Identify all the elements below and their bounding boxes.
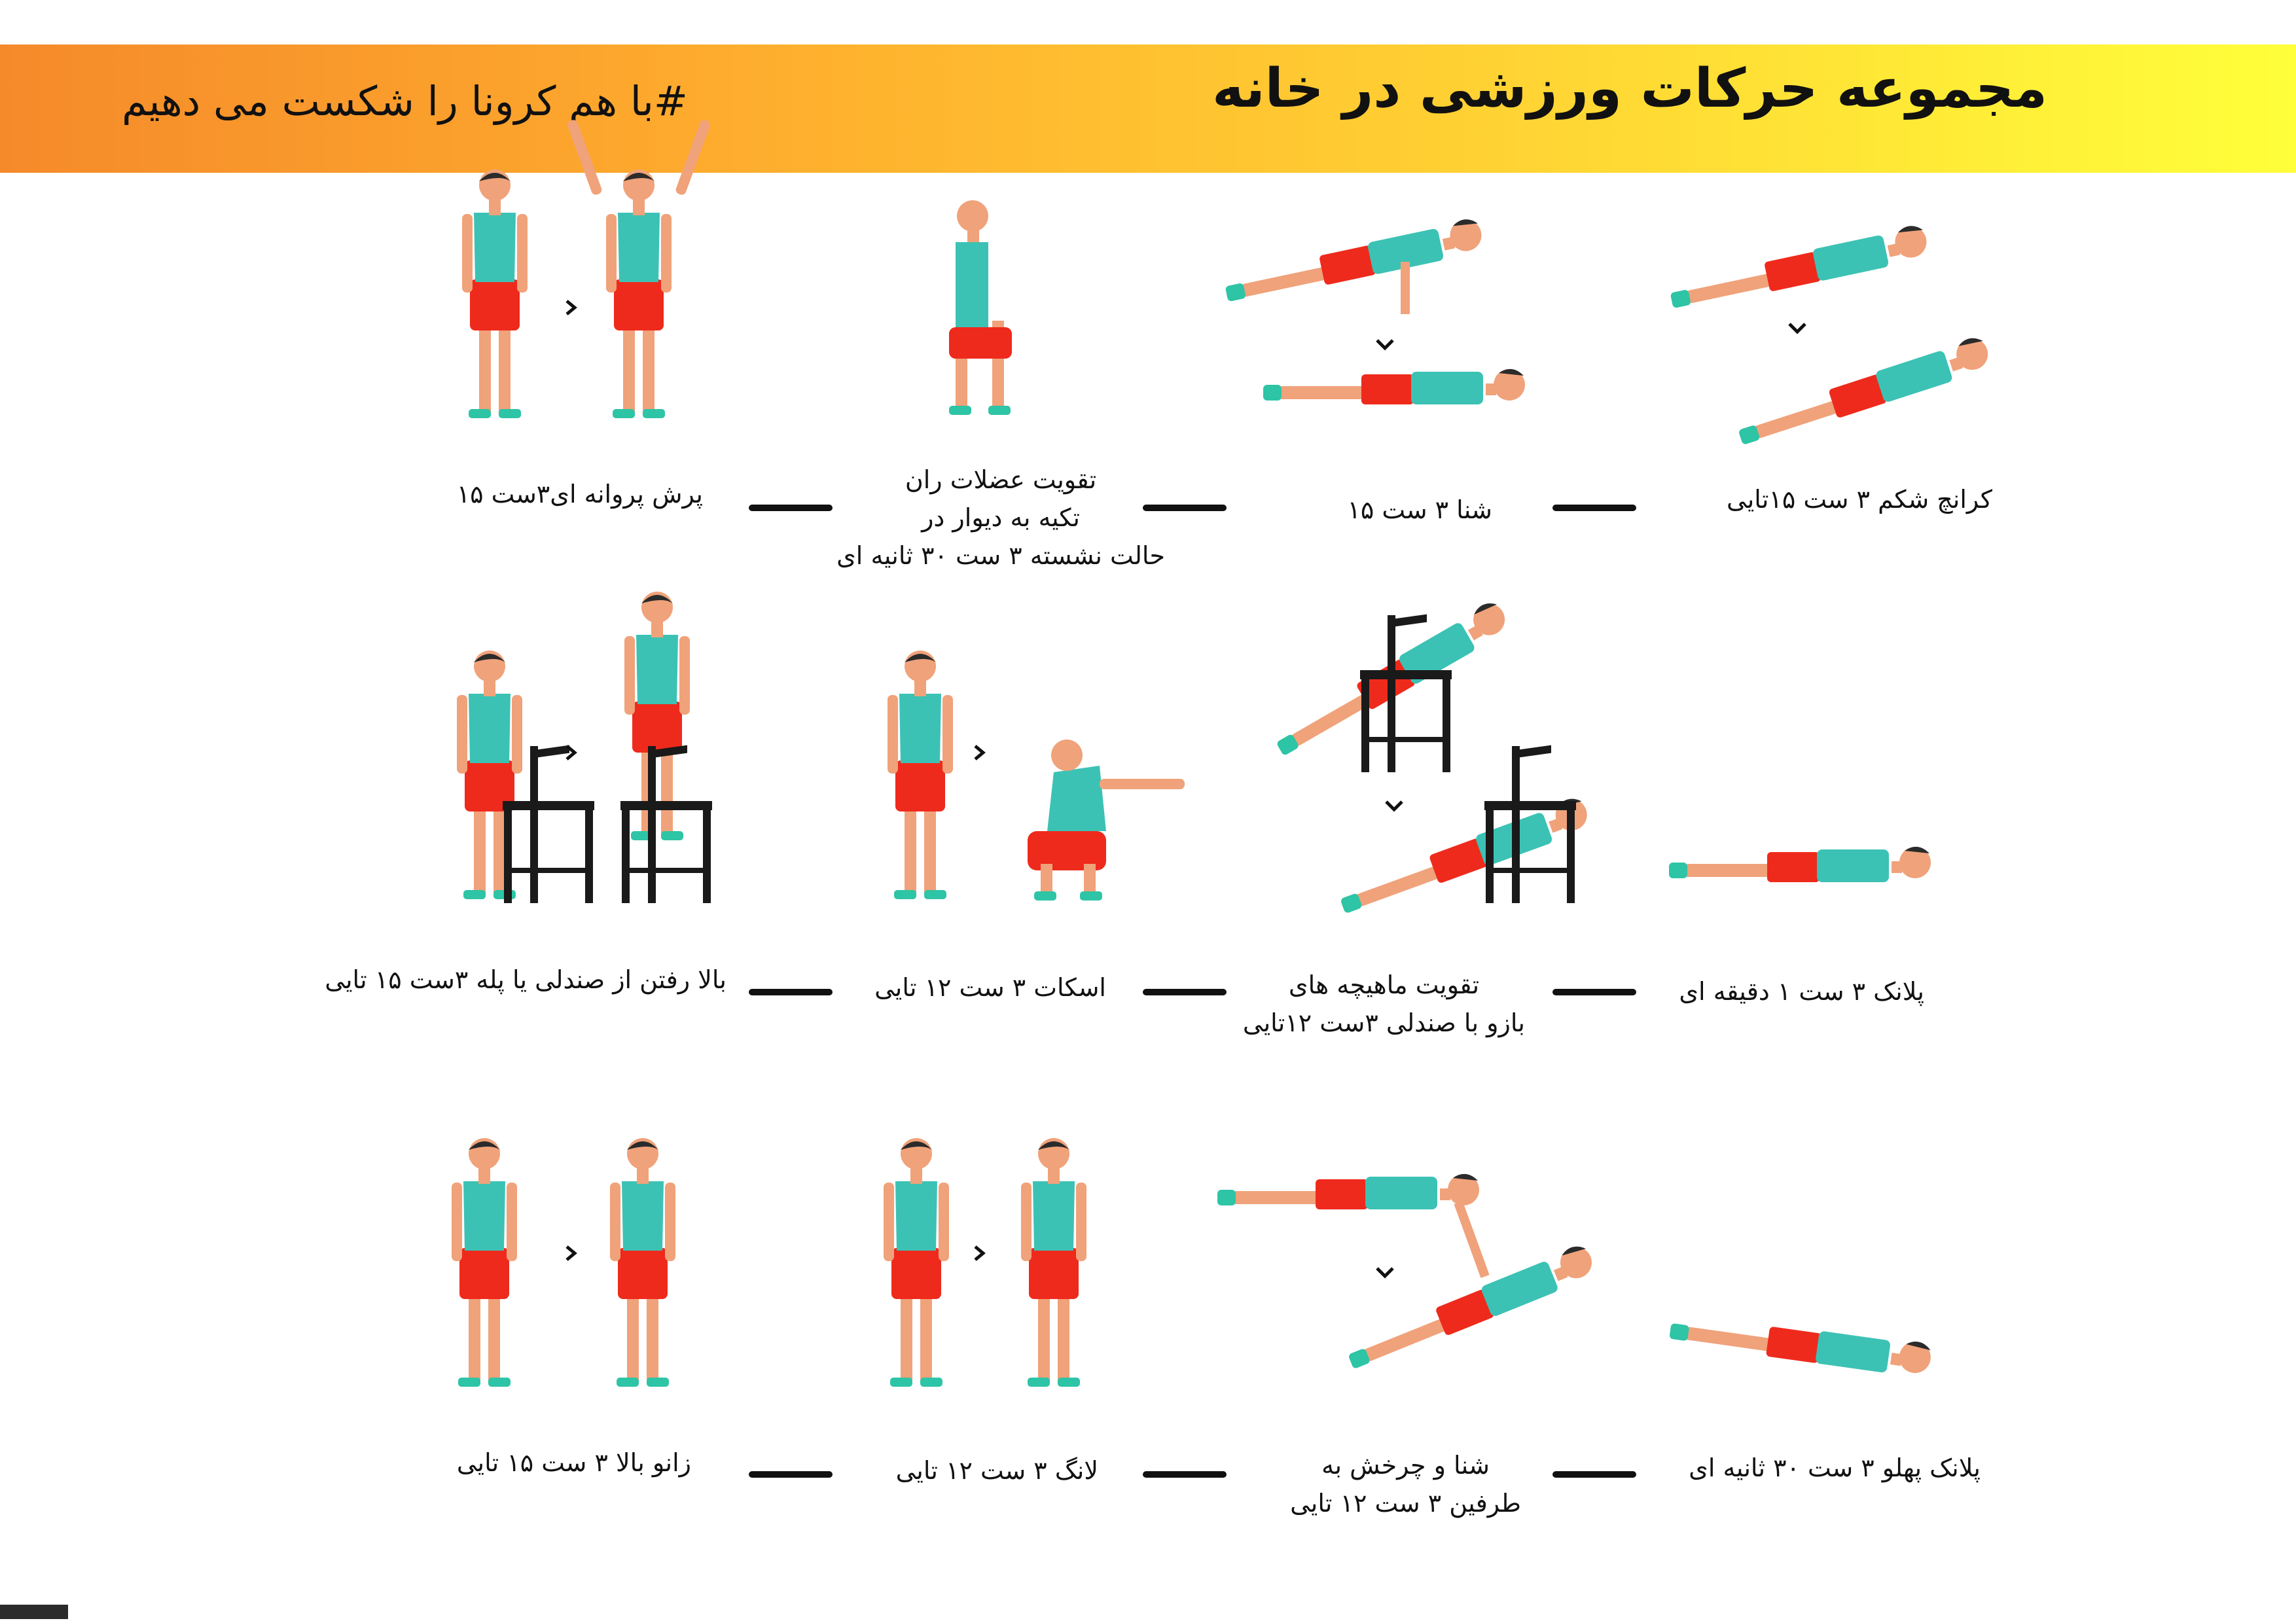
connector-dash [1552,1471,1636,1478]
squat-figure-icon [888,651,953,899]
jumping-jack-figure-icon [462,169,528,418]
exercise-label-high-knees: زانو بالا ۳ ست ۱۵ تایی [456,1448,691,1477]
exercise-label-tricep-dip: تقویت ماهیچه های بازو با صندلی ۳ست ۱۲تایی [1242,971,1525,1037]
source-credit-badge [0,1605,68,1619]
connector-dash [749,989,833,995]
connector-dash [1552,505,1636,511]
exercise-label-squat: اسکات ۳ ست ۱۲ تایی [874,973,1106,1002]
exercise-label-jumping-jack: پرش پروانه ای۳ست ۱۵ [456,480,703,508]
hashtag-slogan: #با هم کرونا را شکست می دهیم [122,77,688,125]
exercise-label-plank: پلانک ۳ ست ۱ دقیقه ای [1679,977,1924,1006]
push-up-figure-icon [1222,217,1486,306]
connector-dash [1143,989,1227,995]
push-up-rotation-figure-icon [1217,1174,1479,1209]
connector-dash [1143,505,1227,511]
high-knees-figure-icon [452,1138,517,1387]
connector-dash [749,1471,833,1478]
exercise-label-lunge: لانگ ۳ ست ۱۲ تایی [895,1456,1098,1485]
step-up-figure-icon [457,651,522,899]
exercise-label-push-up: شنا ۳ ست ۱۵ [1347,495,1492,524]
connector-dash [1552,989,1636,995]
wall-sit-figure-icon [949,200,1012,415]
exercise-label-push-up-rotation: شنا و چرخش به طرفین ۳ ست ۱۲ تایی [1290,1451,1521,1518]
connector-dash [1143,1471,1227,1478]
lunge-figure-icon [884,1138,949,1387]
exercise-label-wall-sit: تقویت عضلات ران تکیه به دیوار در حالت نشسته ۳ ست ۳۰ ثانیه ای [836,465,1165,570]
exercise-label-step-up: بالا رفتن از صندلی یا پله ۳ست ۱۵ تایی [325,965,726,994]
page-title: مجموعه حرکات ورزشی در خانه [1212,58,2047,120]
plank-figure-icon [1669,847,1931,882]
crunch-figure-icon [1667,223,1931,312]
exercise-label-crunch: کرانچ شکم ۳ ست ۱۵تایی [1727,485,1992,514]
connector-dash [749,505,833,511]
exercise-label-side-plank: پلانک پهلو ۳ ست ۳۰ ثانیه ای [1689,1454,1981,1482]
side-plank-figure-icon [1668,1308,1933,1379]
